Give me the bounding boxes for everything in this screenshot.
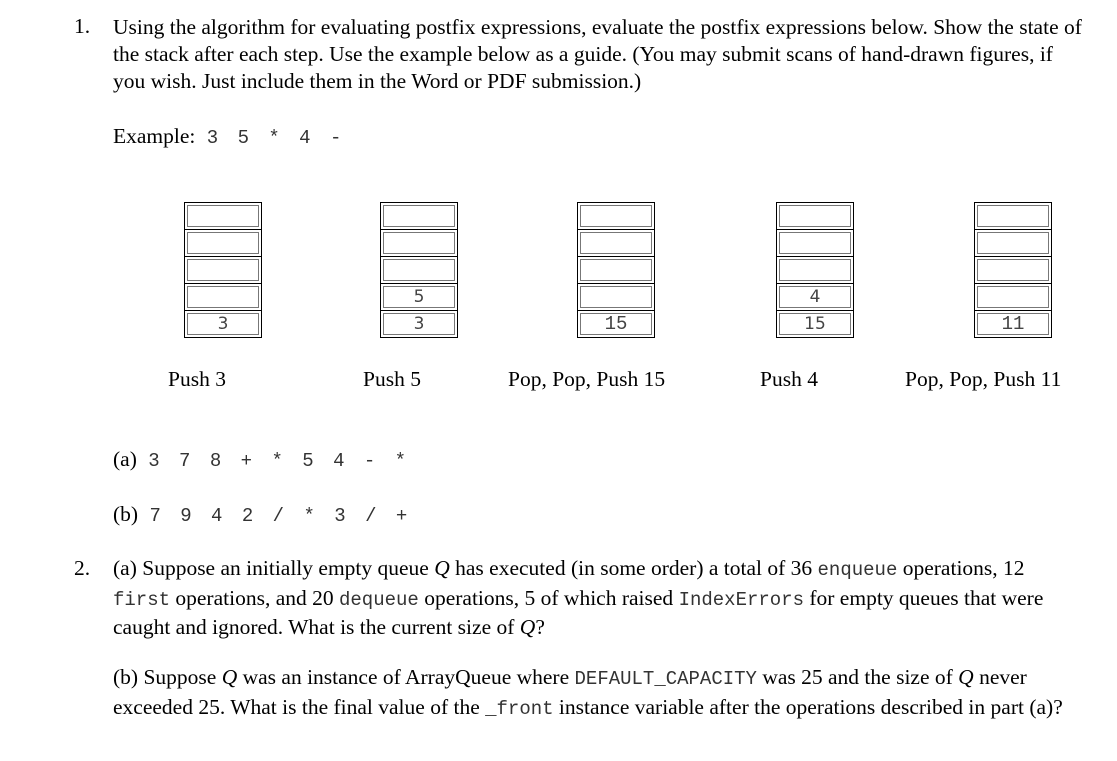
code-default-capacity: DEFAULT_CAPACITY: [574, 668, 757, 690]
problem-b-expression: 7 9 4 2 / * 3 / +: [149, 505, 408, 527]
stack-diagram-1: [184, 202, 262, 338]
stack-cell: [380, 202, 458, 229]
problem-a-label: (a): [113, 447, 137, 471]
text-run: was an instance of ArrayQueue where: [237, 665, 575, 689]
stack-cell: [577, 202, 655, 229]
stack-cell: [184, 283, 262, 310]
stack-cell: [974, 229, 1052, 256]
text-run: ?: [535, 615, 545, 639]
problem-b: [113, 502, 407, 527]
question-1-text: Using the algorithm for evaluating postfix expressions, evaluate the postfix expressions below. Show the state of the stack after each step. Use the example below as a guide. (You may submit scans of hand-drawn figures, if you wish. Just include them in the Word or PDF submission.): [113, 15, 1082, 93]
question-1-number: 1.: [74, 14, 91, 38]
stack-cell: 3: [184, 310, 262, 338]
code-indexerrors: IndexErrors: [678, 588, 804, 611]
question-2-part-b: [113, 664, 1083, 723]
problem-a: [113, 447, 406, 472]
example-expression: 3 5 * 4 -: [206, 127, 342, 149]
stack-cell: 4: [776, 283, 854, 310]
text-run: for empty queues that were caught and ignored. What is the current size of: [113, 585, 1044, 639]
stack-cell: [776, 229, 854, 256]
stack-cell: 15: [577, 310, 655, 338]
stack-diagram-3: [577, 202, 655, 338]
variable-q: Q: [958, 665, 974, 689]
problem-b-label: (b): [113, 502, 139, 526]
stack-cell: [577, 283, 655, 310]
stack-caption-3: Pop, Pop, Push 15: [508, 367, 666, 391]
stack-cell: [974, 202, 1052, 229]
stack-cell: [974, 283, 1052, 310]
stack-cell: [380, 229, 458, 256]
code-dequeue: dequeue: [339, 588, 419, 611]
stack-cell: 5: [380, 283, 458, 310]
stack-diagram-4: [776, 202, 854, 338]
stack-cell: [577, 229, 655, 256]
stack-cell: [577, 256, 655, 283]
stack-cell: 15: [776, 310, 854, 338]
variable-q: Q: [434, 556, 450, 580]
stack-cell: [184, 202, 262, 229]
stack-cell: [380, 256, 458, 283]
stack-cell: [776, 202, 854, 229]
code-front: _front: [485, 697, 554, 720]
code-first: first: [113, 588, 171, 611]
stack-cell: [184, 229, 262, 256]
text-run: instance variable after the operations described in part (a)?: [553, 694, 1063, 719]
text-run: operations, and 20: [170, 585, 339, 610]
text-run: never exceeded 25. What is the final value of the: [113, 665, 1027, 719]
stack-cell: 3: [380, 310, 458, 338]
text-run: was 25 and the size of: [756, 665, 959, 689]
text-run: (b) Suppose: [113, 665, 222, 689]
stack-caption-4: Push 4: [760, 367, 818, 391]
stack-diagram-2: [380, 202, 458, 338]
stack-caption-5: Pop, Pop, Push 11: [905, 367, 1062, 391]
text-run: has executed (in some order) a total of 36: [449, 556, 818, 580]
stack-cell: [184, 256, 262, 283]
problem-a-expression: 3 7 8 + * 5 4 - *: [148, 450, 407, 472]
variable-q: Q: [519, 615, 536, 639]
question-2-number: 2.: [74, 556, 91, 580]
code-enqueue: enqueue: [817, 559, 898, 581]
stack-caption-1: Push 3: [168, 367, 226, 391]
stack-cell: [974, 256, 1052, 283]
stack-cell: 11: [974, 310, 1052, 338]
example-line: [113, 124, 341, 149]
variable-q: Q: [221, 665, 238, 689]
stack-caption-2: Push 5: [363, 367, 421, 391]
example-label: Example:: [113, 124, 196, 148]
question-2-part-a: [113, 555, 1083, 642]
stack-cell: [776, 256, 854, 283]
stack-diagram-5: [974, 202, 1052, 338]
text-run: operations, 12: [897, 556, 1025, 580]
text-run: (a) Suppose an initially empty queue: [113, 556, 435, 580]
text-run: operations, 5 of which raised: [418, 585, 679, 610]
